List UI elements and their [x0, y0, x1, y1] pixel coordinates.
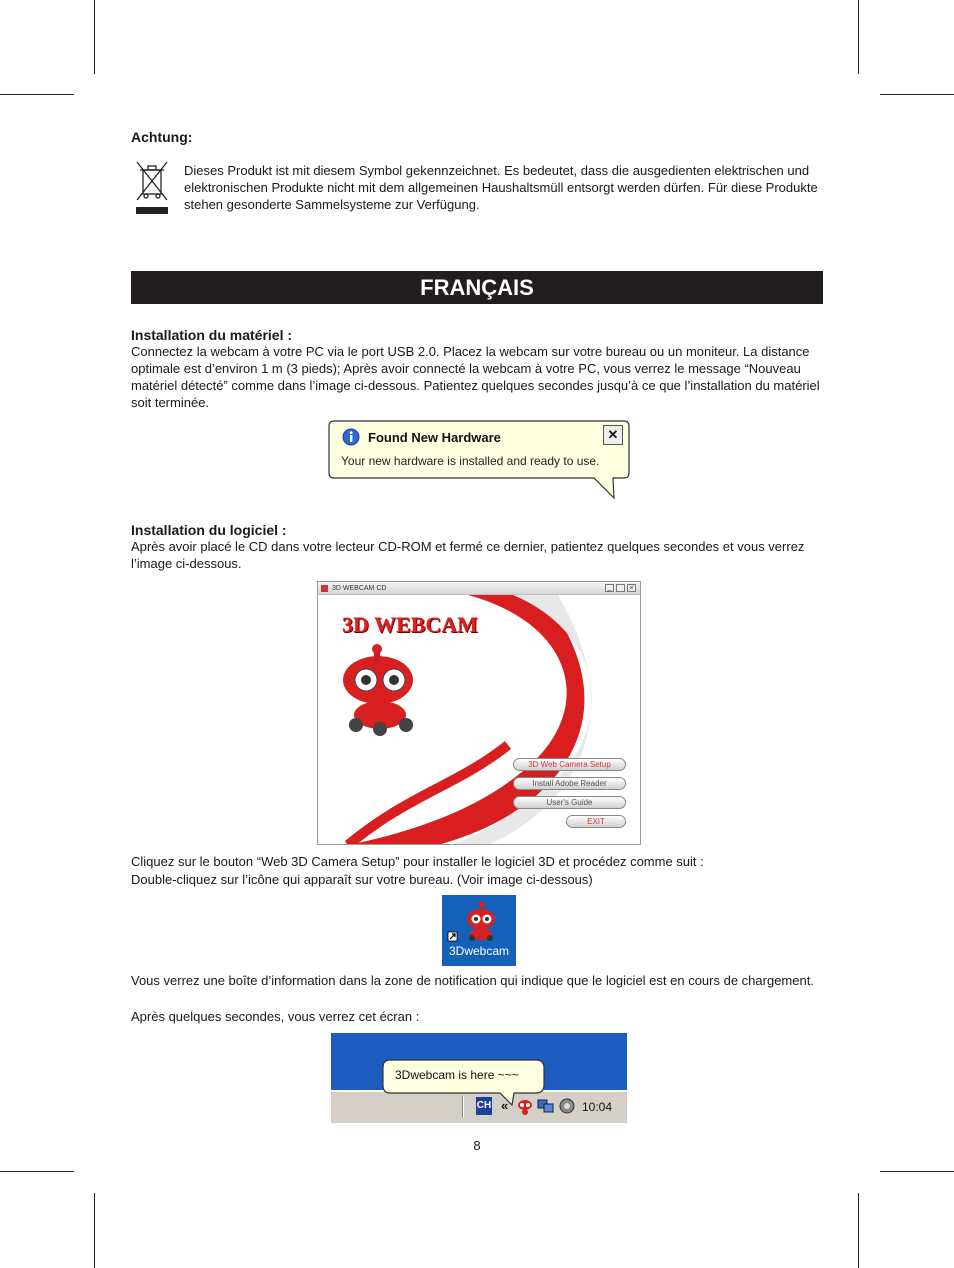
users-guide-button[interactable]: User's Guide [513, 796, 626, 809]
cd-window [317, 581, 641, 845]
crop-mark [880, 94, 954, 95]
minimize-button[interactable]: _ [605, 584, 614, 592]
cd-logo: 3D WEBCAM [342, 612, 478, 637]
maximize-button[interactable] [616, 584, 625, 592]
balloon-message: Your new hardware is installed and ready to use. [341, 454, 600, 468]
crop-mark [0, 94, 74, 95]
crop-mark [94, 0, 95, 74]
hardware-text: Connectez la webcam à votre PC via le port USB 2.0. Placez la webcam sur votre bureau ou un moniteur. La distance optimale est d’environ 1 m (3 pieds); Après avoir connecté la webcam à votre PC, vous verrez le message “Nouveau matériel détecté” comme dans l’image ci-dessous. Patientez quelques secondes jusqu’à ce que l’installation du matériel soit terminée. [131, 344, 820, 410]
language-indicator[interactable]: CH [476, 1097, 492, 1115]
tray-balloon-text: 3Dwebcam is here ~~~ [395, 1068, 519, 1082]
crossed-bin-icon [133, 158, 171, 216]
tray-screenshot [331, 1033, 627, 1123]
exit-button[interactable]: EXIT [566, 815, 626, 828]
crop-mark [880, 1171, 954, 1172]
cd-window-title: 3D WEBCAM CD [332, 585, 387, 592]
desktop-shortcut[interactable] [442, 895, 516, 966]
balloon-title: Found New Hardware [368, 430, 501, 445]
setup-button[interactable]: 3D Web Camera Setup [513, 758, 626, 771]
close-button[interactable]: ✕ [603, 425, 623, 445]
info-line-1: Vous verrez une boîte d’information dans la zone de notification qui indique que le logiciel est en cours de chargement. [131, 973, 814, 988]
crop-mark [94, 1193, 95, 1268]
tray-divider [462, 1096, 464, 1118]
app-icon [321, 585, 328, 592]
crop-mark [858, 1193, 859, 1268]
hardware-heading: Installation du matériel : [131, 327, 293, 343]
section-title: FRANÇAIS [131, 271, 823, 304]
cd-window-titlebar [318, 582, 640, 595]
desktop-icon-label: 3Dwebcam [448, 944, 510, 958]
network-icon[interactable] [537, 1097, 555, 1115]
info-line-2: Après quelques secondes, vous verrez cet écran : [131, 1009, 420, 1024]
webcam-tray-icon[interactable] [516, 1097, 534, 1115]
install-adobe-button[interactable]: Install Adobe Reader [513, 777, 626, 790]
warning-text: Dieses Produkt ist mit diesem Symbol gekennzeichnet. Es bedeutet, dass die ausgedienten elektrischen und elektronischen Produkte nicht mit dem allgemeinen Haushaltsmüll entsorgt werden dürfen. Für diese Produkte stehen gesonderte Sammelsysteme zur Verfügung. [184, 163, 818, 212]
info-icon [342, 428, 360, 446]
warning-heading: Achtung: [131, 129, 193, 145]
setup-line-1: Cliquez sur le bouton “Web 3D Camera Setup” pour installer le logiciel 3D et procédez comme suit : [131, 854, 704, 869]
software-heading: Installation du logiciel : [131, 522, 287, 538]
found-hardware-balloon [328, 420, 630, 502]
crop-mark [0, 1171, 74, 1172]
show-hidden-icons-chevron[interactable]: « [501, 1098, 509, 1113]
robot-mascot [343, 644, 413, 736]
speaker-icon[interactable] [558, 1097, 576, 1115]
crop-mark [858, 0, 859, 74]
close-window-button[interactable]: × [627, 584, 636, 592]
software-text: Après avoir placé le CD dans votre lecteur CD-ROM et fermé ce dernier, patientez quelques secondes et vous verrez l’image ci-dessous. [131, 539, 805, 571]
setup-line-2: Double-cliquez sur l’icône qui apparaît sur votre bureau. (Voir image ci-dessous) [131, 872, 593, 887]
page-number: 8 [473, 1138, 481, 1153]
tray-clock[interactable]: 10:04 [582, 1100, 613, 1114]
webcam-robot-icon [442, 897, 516, 947]
